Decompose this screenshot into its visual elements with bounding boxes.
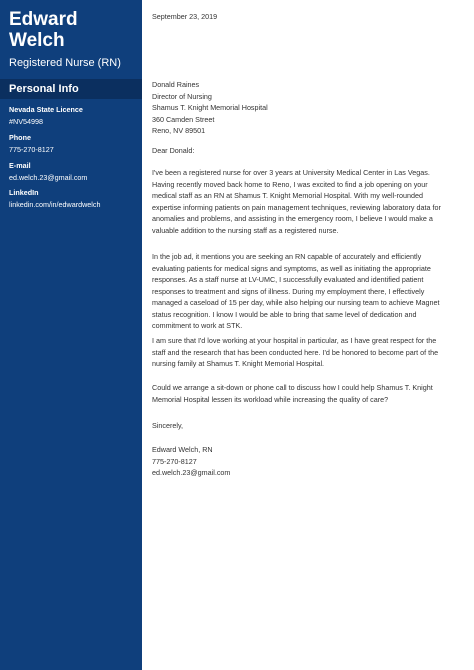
phone-value: 775-270-8127 (9, 145, 54, 154)
recipient-street: 360 Camden Street (152, 114, 215, 124)
job-title: Registered Nurse (RN) (9, 57, 121, 69)
paragraph-motivation: I am sure that I'd love working at your hospital in particular, as I have great respect for the staff and the research that has been conducted here. I'd be honored to become part of the nursing family at Shamus T. Knight Memorial Hospital. (152, 336, 439, 368)
phone-label: Phone (9, 133, 31, 142)
paragraph-experience: In the job ad, it mentions you are seeking an RN capable of accurately and efficiently evaluating patients for medical signs and symptoms, as well as initiating the appropriate responses. As a staff nurse at LV-UMC, I successfully evaluated and identified patient responses to treatment and signs of illness. During my employment there, I effectively managed a caseload of 15 per day, while also helping our nursing team to achieve Magnet status recognition. I know I would be able to bring that same level of dedication and commitment to work at STK. (152, 252, 440, 330)
signature-block (152, 444, 230, 479)
last-name: Welch (9, 30, 65, 51)
license-label: Nevada State Licence (9, 105, 83, 114)
signature-email: ed.welch.23@gmail.com (152, 468, 231, 477)
signature-phone: 775-270-8127 (152, 456, 197, 466)
recipient-city: Reno, NV 89501 (152, 126, 206, 135)
personal-info-header (0, 79, 142, 99)
salutation: Dear Donald: (152, 146, 195, 155)
email-value: ed.welch.23@gmail.com (9, 173, 88, 182)
closing: Sincerely, (152, 421, 184, 430)
linkedin-value: linkedin.com/in/edwardwelch (9, 200, 101, 209)
paragraph-call-to-action: Could we arrange a sit-down or phone call to discuss how I could help Shamus T. Knight Memorial Hospital lessen its workload while increasing the quality of care? (152, 383, 433, 404)
paragraph-intro: I've been a registered nurse for over 3 years at University Medical Center in Las Vegas. Having recently moved back home to Reno, I was excited to find a job opening on your medical staff as an RN at Shamus T. Knight Memorial Hospital. With my well-rounded expertise informing patients on pain management techniques, reviewing laboratory data for anomalies and problems, and assisting in the emergency room, I believe I would make a valuable addition to the nursing staff as a registered nurse. (152, 168, 441, 235)
recipient-address (152, 79, 268, 137)
recipient-title: Director of Nursing (152, 91, 212, 101)
letter-date: September 23, 2019 (152, 12, 218, 21)
sidebar (0, 0, 142, 670)
first-name: Edward (9, 9, 78, 30)
linkedin-label: LinkedIn (9, 188, 39, 197)
recipient-organization: Shamus T. Knight Memorial Hospital (152, 103, 268, 112)
email-label: E-mail (9, 161, 31, 170)
applicant-name (9, 9, 137, 51)
recipient-name: Donald Raines (152, 80, 200, 89)
signature-name: Edward Welch, RN (152, 445, 213, 454)
license-value: #NV54998 (9, 117, 43, 126)
section-title: Personal Info (9, 83, 79, 95)
